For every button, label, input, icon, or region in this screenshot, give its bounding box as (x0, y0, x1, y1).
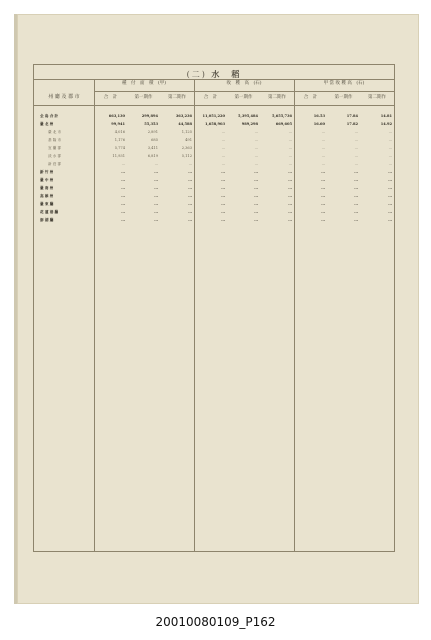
row-cell: ... (388, 130, 392, 134)
row-cell: ... (321, 138, 325, 142)
row-cell: ... (321, 154, 325, 158)
row-cell: ... (321, 194, 325, 198)
row-cell: ... (121, 202, 125, 206)
row-cell: ... (188, 210, 192, 214)
table-row (34, 218, 394, 226)
row-cell: ... (288, 186, 292, 190)
row-cell: ... (221, 186, 225, 190)
row-cell: ... (354, 202, 358, 206)
row-cell: ... (288, 146, 292, 150)
row-cell: 17.82 (346, 122, 358, 126)
row-cell: 669,605 (275, 122, 292, 126)
row-cell: ... (121, 194, 125, 198)
sub-first-1: 第一期作 (134, 95, 153, 100)
row-cell: ... (121, 218, 125, 222)
row-cell: 299,894 (141, 114, 158, 118)
row-cell: ... (354, 162, 358, 166)
row-cell: 6,819 (147, 154, 158, 158)
row-cell: 4,016 (114, 130, 125, 134)
row-cell: ... (254, 162, 258, 166)
row-cell: 11,931 (112, 154, 125, 158)
row-cell: ... (388, 138, 392, 142)
row-cell: ... (188, 218, 192, 222)
row-cell: 1,176 (114, 138, 125, 142)
row-cell: ... (188, 162, 192, 166)
row-cell: ... (388, 154, 392, 158)
row-cell: ... (354, 210, 358, 214)
row-name: 臺 南 州 (40, 186, 54, 190)
row-cell: ... (288, 170, 292, 174)
row-cell: ... (254, 210, 258, 214)
row-name: 高 雄 州 (40, 194, 54, 198)
sub-total-1: 合 計 (103, 95, 118, 100)
row-cell: 363,236 (175, 114, 192, 118)
image-caption: 20010080109_P162 (155, 615, 276, 629)
row-cell: ... (321, 146, 325, 150)
row-cell: ... (254, 194, 258, 198)
sub-second-1: 第二期作 (168, 95, 186, 100)
row-cell: 14.81 (380, 114, 392, 118)
group-header-per-area: 甲 當 收 穫 高 (石) (323, 81, 365, 86)
row-cell: ... (288, 178, 292, 182)
row-name: 澎 湖 廳 (40, 218, 54, 222)
sub-total-2: 合 計 (203, 95, 218, 100)
group-header-yield: 收 穫 高 (石) (226, 81, 262, 86)
table-row (34, 194, 394, 202)
row-cell: ... (221, 202, 225, 206)
row-cell: ... (288, 218, 292, 222)
table-row (34, 178, 394, 186)
row-cell: ... (254, 130, 258, 134)
row-cell: 989,298 (241, 122, 258, 126)
row-name: 新 莊 郡 (48, 162, 62, 166)
header-bottom-rule (34, 105, 394, 106)
row-cell: ... (321, 162, 325, 166)
table-title-text: 水 稻 (211, 69, 242, 79)
table-row (34, 170, 394, 178)
row-cell: ... (321, 130, 325, 134)
row-cell: ... (288, 154, 292, 158)
row-cell: ... (221, 162, 225, 166)
row-cell: 17.84 (346, 114, 358, 118)
row-cell: 1,125 (181, 130, 192, 134)
row-cell: ... (121, 210, 125, 214)
row-cell: 11,051,220 (202, 114, 225, 118)
row-name: 臺 中 州 (40, 178, 54, 182)
row-cell: ... (321, 218, 325, 222)
row-cell: ... (188, 194, 192, 198)
sub-second-3: 第二期作 (368, 95, 386, 100)
row-cell: ... (321, 202, 325, 206)
row-cell: ... (388, 210, 392, 214)
table-body (34, 114, 394, 226)
table-row (34, 146, 394, 154)
row-cell: ... (354, 154, 358, 158)
row-cell: ... (354, 130, 358, 134)
row-cell: ... (121, 170, 125, 174)
row-name: 臺 北 市 (48, 130, 62, 134)
row-cell: 16.60 (313, 122, 325, 126)
table-row (34, 130, 394, 138)
row-cell: ... (288, 130, 292, 134)
row-cell: ... (221, 178, 225, 182)
row-cell: 663,130 (108, 114, 125, 118)
row-name: 淡 水 郡 (48, 154, 62, 158)
row-cell: ... (121, 186, 125, 190)
row-cell: ... (221, 210, 225, 214)
row-cell: ... (221, 154, 225, 158)
row-name: 新 竹 州 (40, 170, 54, 174)
row-cell: ... (154, 162, 158, 166)
row-cell: ... (354, 218, 358, 222)
group-header-area: 種 付 面 積 (甲) (121, 81, 166, 86)
row-cell: ... (288, 194, 292, 198)
row-cell: ... (288, 162, 292, 166)
row-cell: ... (388, 202, 392, 206)
row-cell: 44,588 (178, 122, 192, 126)
row-cell: 1,658,903 (204, 122, 225, 126)
row-cell: ... (188, 178, 192, 182)
row-cell: ... (388, 170, 392, 174)
row-cell: ... (221, 218, 225, 222)
row-name: 臺 東 廳 (40, 202, 54, 206)
table-row (34, 122, 394, 130)
row-cell: 685 (151, 138, 158, 142)
row-cell: ... (254, 186, 258, 190)
row-cell: ... (254, 178, 258, 182)
row-cell: ... (321, 186, 325, 190)
row-cell: ... (321, 178, 325, 182)
row-cell: ... (388, 194, 392, 198)
row-cell: 99,941 (111, 122, 125, 126)
table-title-number: (二) (186, 70, 207, 79)
row-cell: 5,395,484 (237, 114, 258, 118)
row-cell: ... (321, 170, 325, 174)
row-cell: 5,655,736 (271, 114, 292, 118)
row-cell: ... (354, 138, 358, 142)
row-cell: ... (254, 146, 258, 150)
table-row (34, 114, 394, 122)
row-cell: 55,353 (144, 122, 158, 126)
row-name: 基 隆 市 (48, 138, 62, 142)
row-cell: ... (121, 162, 125, 166)
table-row (34, 138, 394, 146)
row-cell: ... (188, 186, 192, 190)
sub-total-3: 合 計 (303, 95, 318, 100)
row-cell: ... (388, 162, 392, 166)
group-rule (94, 91, 394, 92)
row-cell: 2,891 (147, 130, 158, 134)
table-row (34, 210, 394, 218)
row-cell: ... (354, 170, 358, 174)
row-name: 花 蓮 港 廳 (40, 210, 59, 214)
row-cell: ... (354, 146, 358, 150)
row-cell: ... (288, 202, 292, 206)
row-cell: ... (354, 194, 358, 198)
table-row (34, 162, 394, 170)
row-name: 全 島 合 計 (40, 114, 59, 118)
row-cell: 14.92 (380, 122, 392, 126)
row-cell: ... (254, 218, 258, 222)
row-cell: ... (388, 178, 392, 182)
row-cell: 16.53 (313, 114, 325, 118)
row-cell: 491 (185, 138, 192, 142)
row-cell: 5,112 (181, 154, 192, 158)
statistics-table (33, 64, 395, 552)
row-cell: ... (221, 194, 225, 198)
table-row (34, 202, 394, 210)
row-cell: ... (154, 178, 158, 182)
row-cell: ... (188, 202, 192, 206)
table-row (34, 186, 394, 194)
row-cell: ... (288, 138, 292, 142)
row-cell: ... (254, 170, 258, 174)
row-cell: ... (221, 130, 225, 134)
row-cell: ... (121, 178, 125, 182)
sub-second-2: 第二期作 (268, 95, 286, 100)
row-cell: ... (254, 202, 258, 206)
row-cell: ... (221, 146, 225, 150)
row-cell: ... (154, 170, 158, 174)
row-header-label: 州 廳 及 郡 市 (34, 79, 95, 114)
row-cell: ... (388, 218, 392, 222)
row-cell: ... (154, 186, 158, 190)
row-cell: ... (354, 178, 358, 182)
row-cell: ... (254, 154, 258, 158)
row-name: 宜 蘭 郡 (48, 146, 62, 150)
row-cell: ... (154, 218, 158, 222)
row-cell: 3,411 (147, 146, 158, 150)
table-row (34, 154, 394, 162)
row-cell: 5,774 (114, 146, 125, 150)
row-cell: ... (288, 210, 292, 214)
row-cell: ... (154, 210, 158, 214)
row-cell: ... (221, 170, 225, 174)
row-cell: ... (354, 186, 358, 190)
row-cell: ... (388, 146, 392, 150)
row-cell: ... (254, 138, 258, 142)
row-cell: ... (388, 186, 392, 190)
row-cell: ... (221, 138, 225, 142)
row-cell: ... (321, 210, 325, 214)
sub-first-3: 第一期作 (334, 95, 353, 100)
sub-first-2: 第一期作 (234, 95, 253, 100)
row-cell: 2,363 (181, 146, 192, 150)
row-cell: ... (188, 170, 192, 174)
row-cell: ... (154, 202, 158, 206)
row-name: 臺 北 州 (40, 122, 54, 126)
row-cell: ... (154, 194, 158, 198)
